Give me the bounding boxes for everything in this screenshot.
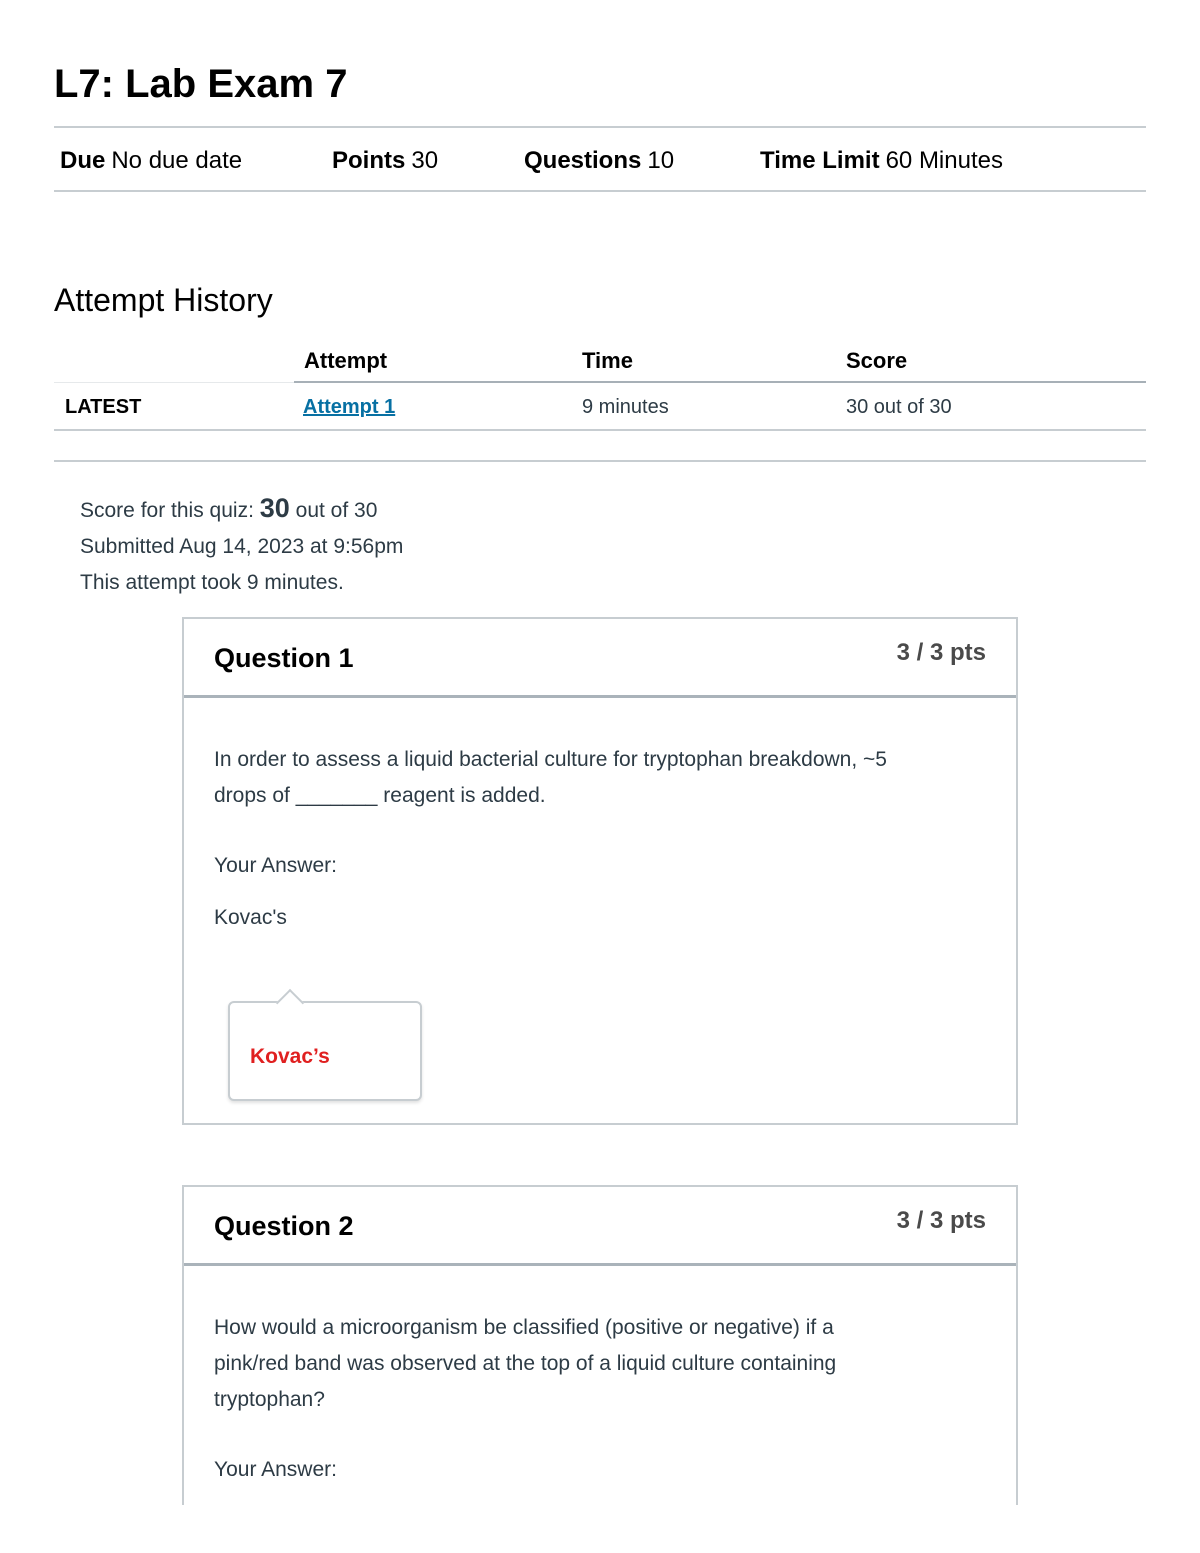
question-1-header bbox=[184, 619, 1016, 698]
score-prefix: Score for this quiz: bbox=[80, 499, 254, 522]
question-1-text bbox=[214, 742, 986, 814]
attempt-1-link[interactable]: Attempt 1 bbox=[303, 396, 396, 418]
column-header-attempt: Attempt bbox=[304, 348, 388, 373]
score-cell: 30 out of 30 bbox=[846, 396, 952, 418]
time-cell: 9 minutes bbox=[582, 396, 669, 418]
callout-arrow bbox=[276, 989, 304, 1017]
questions-label: Questions bbox=[524, 147, 642, 174]
submitted-line: Submitted Aug 14, 2023 at 9:56pm bbox=[80, 535, 404, 558]
quiz-summary bbox=[80, 490, 403, 601]
question-1-text-line-1: In order to assess a liquid bacterial culture for tryptophan breakdown, ~5 bbox=[214, 748, 887, 771]
your-answer-value: Kovac's bbox=[214, 906, 287, 929]
question-2-text-line-3: tryptophan? bbox=[214, 1388, 325, 1411]
quiz-title: L7: Lab Exam 7 bbox=[54, 62, 348, 106]
row-bottom-divider bbox=[54, 429, 1146, 431]
question-2-body bbox=[184, 1266, 1016, 1488]
time-limit-detail bbox=[760, 147, 1003, 175]
question-2-text-line-2: pink/red band was observed at the top of a liquid culture containing bbox=[214, 1352, 837, 1375]
time-limit-value: 60 Minutes bbox=[885, 147, 1003, 174]
attempt-history-table bbox=[54, 340, 1146, 432]
column-header-time: Time bbox=[582, 348, 633, 373]
correct-answer-text: Kovac’s bbox=[250, 1045, 330, 1068]
header-divider bbox=[294, 381, 1146, 383]
due-detail bbox=[60, 147, 242, 175]
attempt-history-title: Attempt History bbox=[54, 282, 273, 318]
score-line bbox=[80, 490, 403, 529]
question-2-text-line-1: How would a microorganism be classified (positive or negative) if a bbox=[214, 1316, 834, 1339]
duration-line: This attempt took 9 minutes. bbox=[80, 571, 344, 594]
correct-answer-callout bbox=[228, 1001, 422, 1101]
attempt-cell bbox=[303, 396, 395, 419]
question-2-text bbox=[214, 1310, 986, 1418]
questions-value: 10 bbox=[647, 147, 675, 174]
score-suffix: out of 30 bbox=[295, 499, 378, 522]
question-2-title: Question 2 bbox=[214, 1211, 354, 1241]
score-value: 30 bbox=[259, 493, 290, 523]
questions-detail bbox=[524, 147, 674, 175]
latest-tag: LATEST bbox=[65, 396, 142, 418]
your-answer-label: Your Answer: bbox=[214, 1458, 337, 1481]
points-detail bbox=[332, 147, 438, 175]
question-1-body bbox=[184, 698, 1016, 936]
your-answer-label: Your Answer: bbox=[214, 854, 337, 877]
row-divider bbox=[54, 382, 294, 383]
quiz-details-bar bbox=[54, 126, 1146, 192]
time-limit-label: Time Limit bbox=[760, 147, 880, 174]
question-2-card bbox=[182, 1185, 1018, 1505]
question-2-points: 3 / 3 pts bbox=[896, 1207, 986, 1234]
question-1-points: 3 / 3 pts bbox=[896, 639, 986, 666]
question-2-header bbox=[184, 1187, 1016, 1266]
due-label: Due bbox=[60, 147, 106, 174]
question-1-title: Question 1 bbox=[214, 643, 354, 673]
question-1-text-line-2: drops of _______ reagent is added. bbox=[214, 784, 546, 807]
column-header-score: Score bbox=[846, 348, 908, 373]
points-value: 30 bbox=[411, 147, 439, 174]
section-divider bbox=[54, 460, 1146, 462]
due-value: No due date bbox=[111, 147, 243, 174]
points-label: Points bbox=[332, 147, 406, 174]
question-1-card bbox=[182, 617, 1018, 1125]
